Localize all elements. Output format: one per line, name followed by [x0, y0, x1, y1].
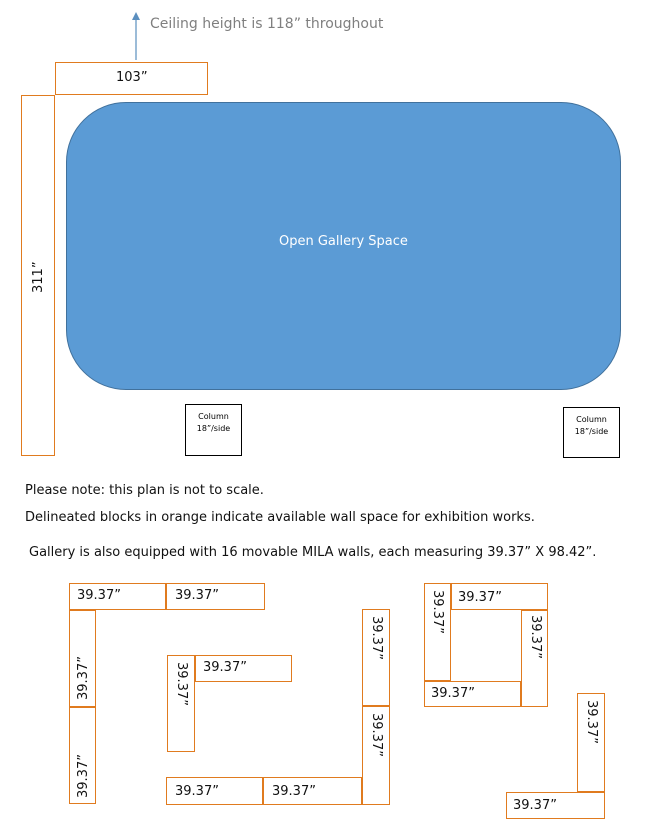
side-wall-label: 311” [31, 261, 46, 293]
column-right-line1: Column [576, 415, 607, 424]
wall-label-vertical: 39.37” [528, 615, 543, 659]
wall-label-vertical: 39.37” [369, 616, 384, 660]
wall-label: 39.37” [175, 784, 219, 799]
column-left-line1: Column [198, 412, 229, 421]
movable-note: Gallery is also equipped with 16 movable MILA walls, each measuring 39.37” X 98.42”. [29, 545, 597, 560]
wall-label: 39.37” [77, 588, 121, 603]
wall-label-vertical: 39.37” [174, 662, 189, 706]
wall-label: 39.37” [513, 798, 557, 813]
gallery-label: Open Gallery Space [279, 234, 408, 249]
column-right [563, 407, 620, 458]
column-right-line2: 18”/side [574, 427, 609, 436]
top-wall-label: 103” [116, 70, 148, 85]
wall-label-vertical: 39.37” [76, 754, 91, 798]
column-left [185, 404, 242, 456]
wall-label: 39.37” [272, 784, 316, 799]
wall-label-vertical: 39.37” [430, 590, 445, 634]
wall-label: 39.37” [431, 686, 475, 701]
column-left-line2: 18”/side [196, 424, 231, 433]
wall-label-vertical: 39.37” [584, 700, 599, 744]
wall-label: 39.37” [458, 590, 502, 605]
wall-label-vertical: 39.37” [76, 656, 91, 700]
blocks-note: Delineated blocks in orange indicate available wall space for exhibition works. [25, 510, 535, 525]
ceiling-note: Ceiling height is 118” throughout [150, 16, 384, 32]
up-arrow-icon [128, 10, 144, 60]
wall-label-vertical: 39.37” [369, 713, 384, 757]
wall-label: 39.37” [175, 588, 219, 603]
wall-label: 39.37” [203, 660, 247, 675]
scale-note: Please note: this plan is not to scale. [25, 483, 264, 498]
